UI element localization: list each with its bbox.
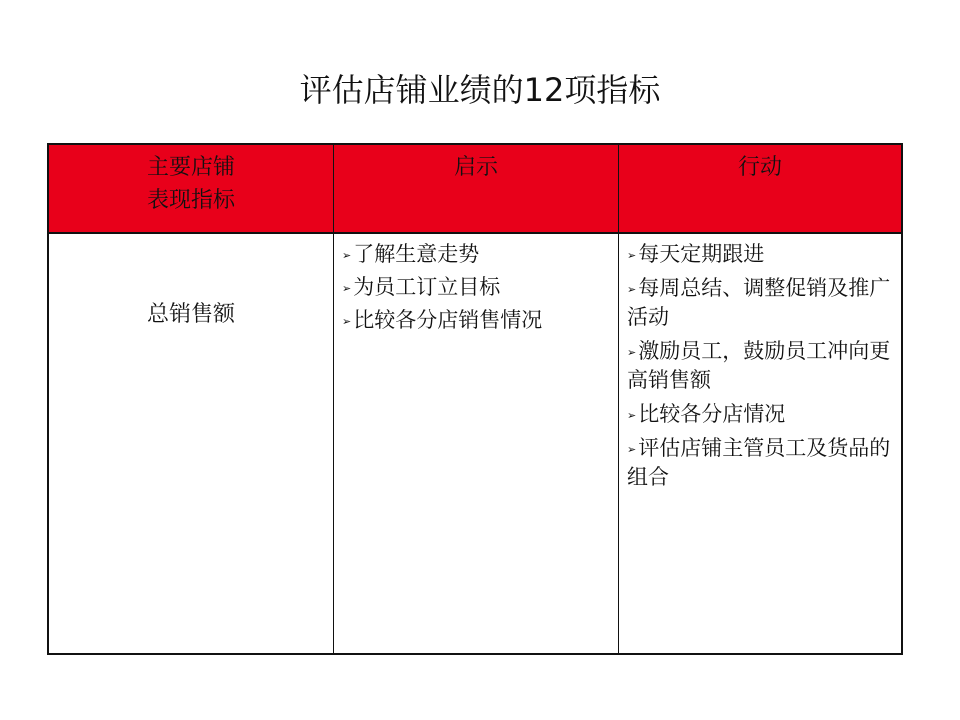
list-item xyxy=(342,273,608,302)
header-main-metric-line-1: 主要店铺 xyxy=(146,155,235,180)
action-text: 比较各分店情况 xyxy=(638,402,786,426)
list-item xyxy=(342,240,608,269)
arrow-bullet-icon: ➢ xyxy=(342,249,352,262)
actions-cell xyxy=(619,234,901,653)
header-main-metric xyxy=(49,145,334,234)
arrow-bullet-icon: ➢ xyxy=(342,282,352,295)
slide-title: 评估店铺业绩的12项指标 xyxy=(299,71,661,109)
metric-label: 总销售额 xyxy=(146,302,235,327)
arrow-bullet-icon: ➢ xyxy=(627,346,637,359)
action-text: 每天定期跟进 xyxy=(638,242,765,266)
header-insights xyxy=(334,145,619,234)
action-text: 评估店铺主管员工及货品的组合 xyxy=(627,436,891,489)
list-item xyxy=(627,434,891,492)
list-item xyxy=(627,274,891,332)
insights-list xyxy=(334,234,618,335)
arrow-bullet-icon: ➢ xyxy=(627,443,637,456)
actions-list xyxy=(619,234,901,492)
arrow-bullet-icon: ➢ xyxy=(627,249,637,262)
metric-cell xyxy=(49,234,334,653)
insight-text: 比较各分店销售情况 xyxy=(353,308,543,332)
header-actions-label: 行动 xyxy=(737,155,782,180)
arrow-bullet-icon: ➢ xyxy=(627,409,637,422)
header-actions xyxy=(619,145,901,234)
insight-text: 为员工订立目标 xyxy=(353,275,501,299)
metrics-table xyxy=(47,143,903,655)
action-text: 每周总结、调整促销及推广活动 xyxy=(627,276,891,329)
list-item xyxy=(627,240,891,269)
list-item xyxy=(627,337,891,395)
list-item xyxy=(342,306,608,335)
arrow-bullet-icon: ➢ xyxy=(627,283,637,296)
header-insights-label: 启示 xyxy=(453,155,498,180)
list-item xyxy=(627,400,891,429)
insight-text: 了解生意走势 xyxy=(353,242,480,266)
action-text: 激励员工，鼓励员工冲向更高销售额 xyxy=(627,339,891,392)
arrow-bullet-icon: ➢ xyxy=(342,315,352,328)
header-main-metric-line-2: 表现指标 xyxy=(146,188,235,213)
insights-cell xyxy=(334,234,619,653)
